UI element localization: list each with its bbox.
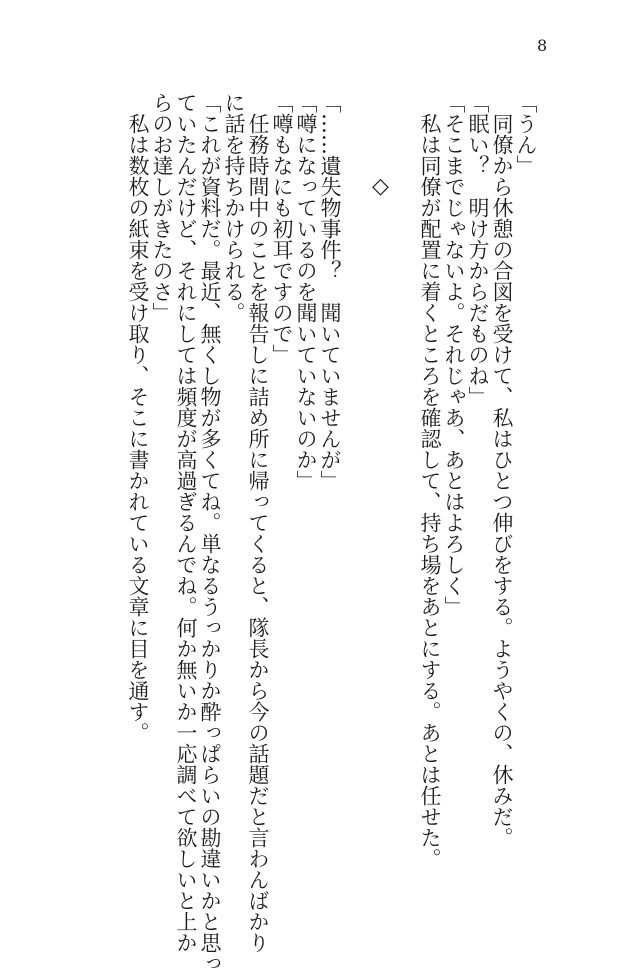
text-column: 「眠い？ 明け方からだものね」 xyxy=(466,92,490,407)
blank-column xyxy=(392,92,418,832)
text-column: 「……遺失物事件？ 聞いていませんが」 xyxy=(318,92,342,491)
text-column: 私は数枚の紙束を受け取り、そこに書かれている文章に目を通す。 xyxy=(126,92,150,743)
text-column: 「そこまでじゃないよ。それじゃあ、あとはよろしく」 xyxy=(442,92,466,617)
text-column: に話を持ちかけられる。 xyxy=(222,92,246,323)
text-column: 「これが資料だ。最近、無くし物が多くてね。単なるうっかりか酔っぱらいの勘違いかと思っ xyxy=(198,92,222,974)
text-column: らのお達しがきたのさ」 xyxy=(150,92,174,323)
page-number: 8 xyxy=(537,36,548,55)
section-separator: ◇ xyxy=(368,174,393,199)
blank-column xyxy=(342,92,368,832)
text-column: ていたんだけど、それにしては頻度が高過ぎるんでね。何か無いか一応調べて欲しいと上か xyxy=(174,92,198,953)
text-column: 私は同僚が配置に着くところを確認して、持ち場をあとにする。あとは任せた。 xyxy=(418,92,442,869)
text-column: 「噂もなにも初耳ですので」 xyxy=(270,92,294,365)
text-column: 同僚から休憩の合図を受けて、私はひとつ伸びをする。ようやくの、休みだ。 xyxy=(490,92,514,848)
text-column: 「噂になっているのを聞いていないのか」 xyxy=(294,92,318,491)
body-text xyxy=(126,92,538,974)
text-column: 任務時間中のことを報告しに詰め所に帰ってくると、隊長から今の話題だと言わんばかり xyxy=(246,92,270,953)
text-column: 「うん」 xyxy=(514,92,538,176)
